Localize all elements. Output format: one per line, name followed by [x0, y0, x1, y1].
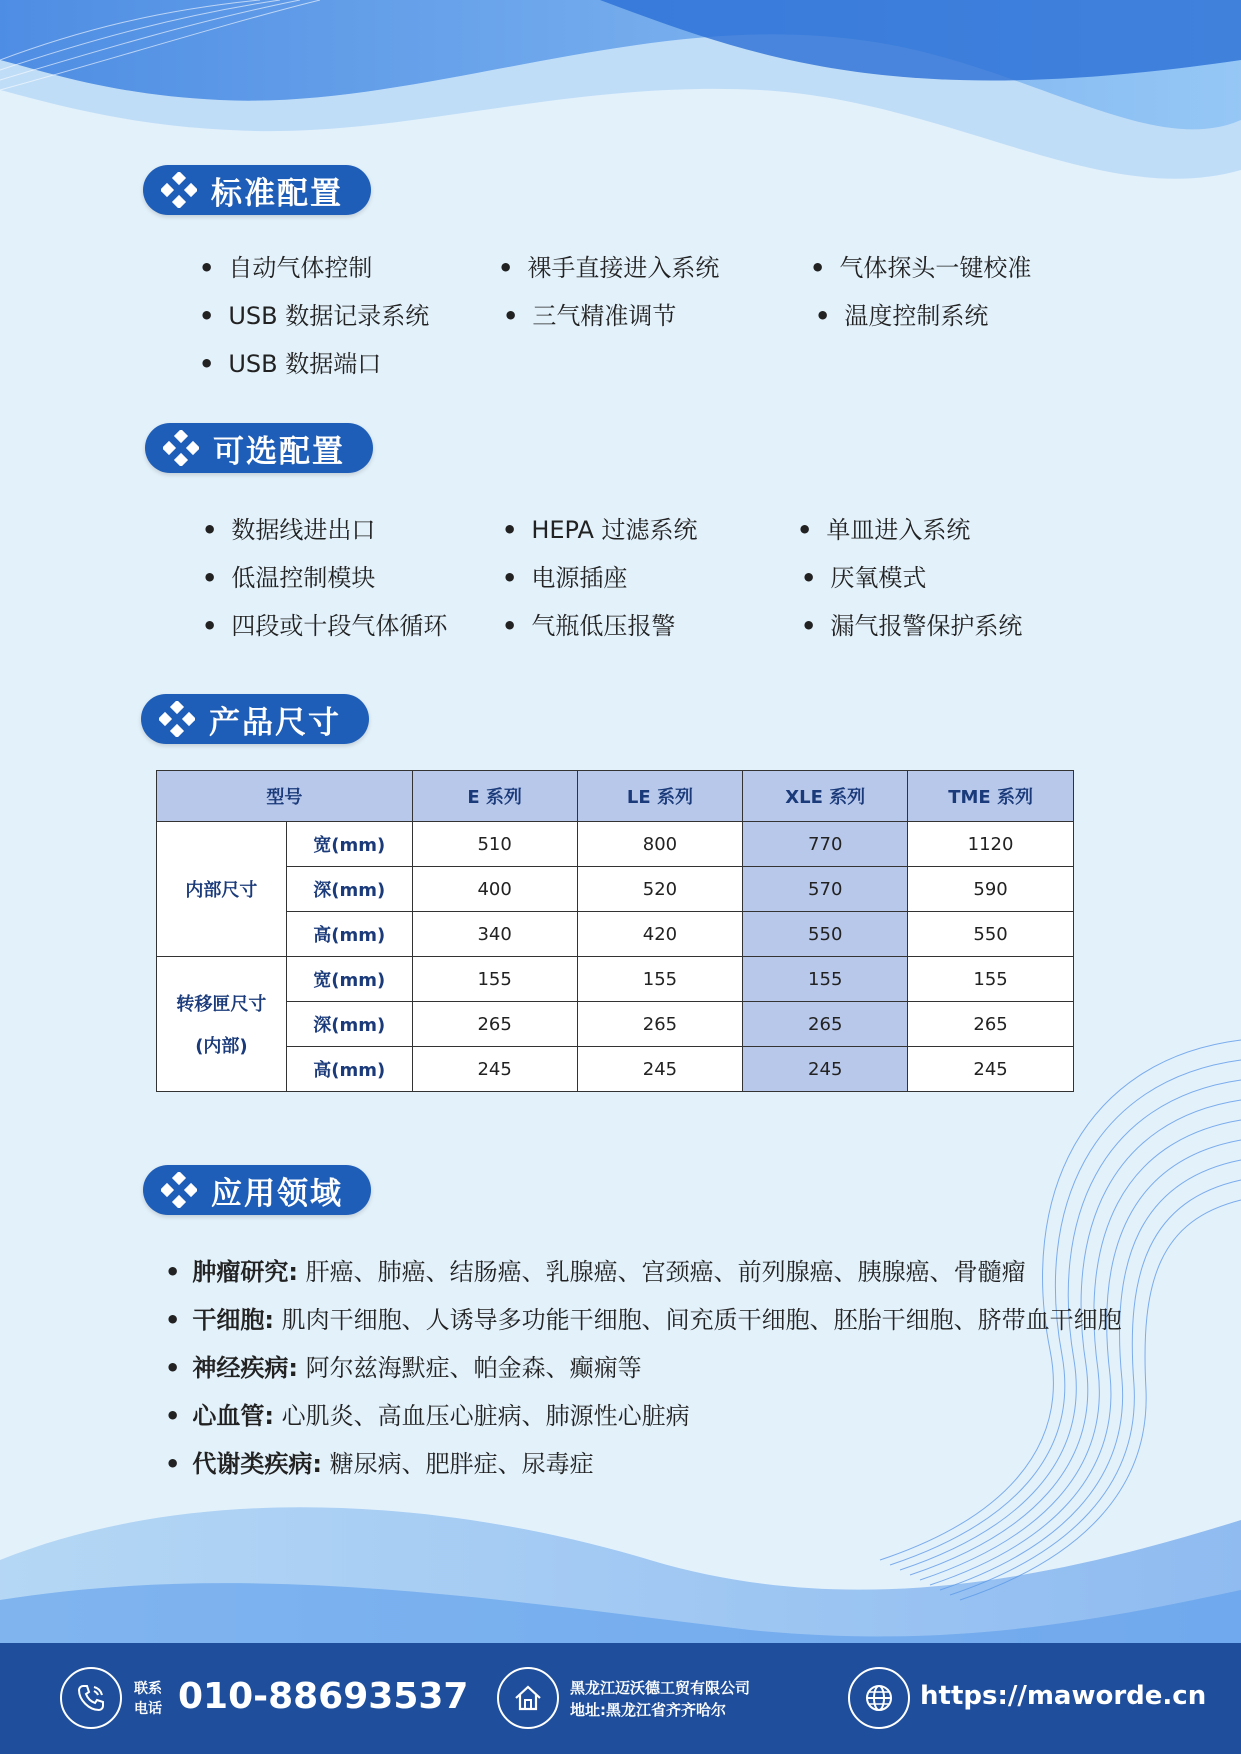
company-name: 黑龙江迈沃德工贸有限公司	[570, 1679, 751, 1697]
table-header-cell: E 系列	[412, 771, 577, 822]
table-cell: 590	[908, 867, 1074, 912]
table-cell: 155	[908, 957, 1074, 1002]
list-item	[165, 1440, 1122, 1488]
table-row	[157, 912, 1074, 957]
row-label: 深(mm)	[286, 1002, 412, 1047]
section-title: 应用领域	[211, 1175, 343, 1212]
table-cell: 340	[412, 912, 577, 957]
app-category: 肿瘤研究:	[192, 1258, 298, 1286]
phone-number: 010-88693537	[178, 1676, 469, 1717]
diamond-cluster-icon	[161, 1172, 197, 1208]
table-header-cell: XLE 系列	[743, 771, 908, 822]
group-label-line: 转移匣尺寸	[176, 994, 267, 1015]
table-cell: 245	[908, 1047, 1074, 1092]
app-category: 心血管:	[192, 1402, 274, 1430]
table-cell: 245	[412, 1047, 577, 1092]
app-detail: 肌肉干细胞、人诱导多功能干细胞、间充质干细胞、胚胎干细胞、脐带血干细胞	[273, 1306, 1122, 1334]
list-item	[165, 1392, 1122, 1440]
table-header-cell: LE 系列	[577, 771, 743, 822]
list-item: • 厌氧模式	[801, 558, 926, 593]
website-link[interactable]: https://maworde.cn	[920, 1681, 1207, 1711]
row-label: 宽(mm)	[286, 822, 412, 867]
list-item: • 气瓶低压报警	[502, 606, 675, 641]
table-header-cell: 型号	[157, 771, 413, 822]
contact-label	[134, 1679, 162, 1719]
table-cell: 155	[743, 957, 908, 1002]
table-cell: 800	[577, 822, 743, 867]
section-title: 产品尺寸	[209, 704, 341, 741]
diamond-cluster-icon	[161, 172, 197, 208]
table-cell: 1120	[908, 822, 1074, 867]
app-category: 代谢类疾病:	[192, 1450, 322, 1478]
row-label: 高(mm)	[286, 912, 412, 957]
table-cell: 550	[743, 912, 908, 957]
list-item: • USB 数据端口	[199, 344, 381, 379]
table-cell: 510	[412, 822, 577, 867]
section-title: 标准配置	[211, 175, 343, 212]
group-label-internal: 内部尺寸	[157, 822, 287, 957]
group-label-line: (内部)	[195, 1036, 248, 1057]
table-row	[157, 822, 1074, 867]
app-detail: 阿尔兹海默症、帕金森、癫痫等	[297, 1354, 642, 1382]
app-category: 干细胞:	[192, 1306, 274, 1334]
contact-label-line: 电话	[134, 1701, 162, 1717]
group-label-transfer	[157, 957, 287, 1092]
table-cell: 245	[577, 1047, 743, 1092]
table-cell: 155	[412, 957, 577, 1002]
app-detail: 肝癌、肺癌、结肠癌、乳腺癌、宫颈癌、前列腺癌、胰腺癌、骨髓瘤	[297, 1258, 1026, 1286]
row-label: 宽(mm)	[286, 957, 412, 1002]
table-row	[157, 1047, 1074, 1092]
company-address: 地址:黑龙江省齐齐哈尔	[570, 1701, 726, 1719]
list-item: • 电源插座	[502, 558, 627, 593]
table-cell: 420	[577, 912, 743, 957]
table-row	[157, 867, 1074, 912]
row-label: 高(mm)	[286, 1047, 412, 1092]
company-info	[570, 1677, 750, 1721]
table-cell: 265	[743, 1002, 908, 1047]
section-title: 可选配置	[213, 433, 345, 470]
footer-bar	[0, 1643, 1241, 1754]
phone-icon	[60, 1667, 122, 1729]
list-item: • 单皿进入系统	[797, 510, 970, 545]
table-cell: 550	[908, 912, 1074, 957]
dimensions-table	[156, 770, 1074, 1092]
list-item: • 自动气体控制	[199, 248, 372, 283]
table-header-cell: TME 系列	[908, 771, 1074, 822]
table-cell: 520	[577, 867, 743, 912]
table-cell: 265	[412, 1002, 577, 1047]
table-cell: 155	[577, 957, 743, 1002]
section-header-standard	[143, 165, 371, 215]
table-cell: 265	[577, 1002, 743, 1047]
contact-label-line: 联系	[134, 1681, 162, 1697]
applications-list	[165, 1248, 1122, 1488]
home-icon	[497, 1667, 559, 1729]
app-category: 神经疾病:	[192, 1354, 298, 1382]
row-label: 深(mm)	[286, 867, 412, 912]
list-item: • 低温控制模块	[202, 558, 375, 593]
table-cell: 245	[743, 1047, 908, 1092]
diamond-cluster-icon	[159, 701, 195, 737]
list-item	[165, 1296, 1122, 1344]
list-item	[165, 1248, 1122, 1296]
list-item: • 温度控制系统	[815, 296, 988, 331]
section-header-applications	[143, 1165, 371, 1215]
list-item	[165, 1344, 1122, 1392]
globe-icon	[848, 1667, 910, 1729]
list-item: • 三气精准调节	[503, 296, 676, 331]
table-cell: 400	[412, 867, 577, 912]
table-cell: 570	[743, 867, 908, 912]
list-item: • HEPA 过滤系统	[502, 510, 698, 545]
section-header-dimensions	[141, 694, 369, 744]
table-header-row	[157, 771, 1074, 822]
list-item: • USB 数据记录系统	[199, 296, 429, 331]
list-item: • 数据线进出口	[202, 510, 375, 545]
table-row	[157, 957, 1074, 1002]
diamond-cluster-icon	[163, 430, 199, 466]
table-cell: 265	[908, 1002, 1074, 1047]
list-item: • 裸手直接进入系统	[498, 248, 719, 283]
list-item: • 四段或十段气体循环	[202, 606, 447, 641]
list-item: • 漏气报警保护系统	[801, 606, 1022, 641]
table-cell: 770	[743, 822, 908, 867]
app-detail: 心肌炎、高血压心脏病、肺源性心脏病	[273, 1402, 690, 1430]
section-header-optional	[145, 423, 373, 473]
app-detail: 糖尿病、肥胖症、尿毒症	[321, 1450, 594, 1478]
list-item: • 气体探头一键校准	[810, 248, 1031, 283]
table-row	[157, 1002, 1074, 1047]
